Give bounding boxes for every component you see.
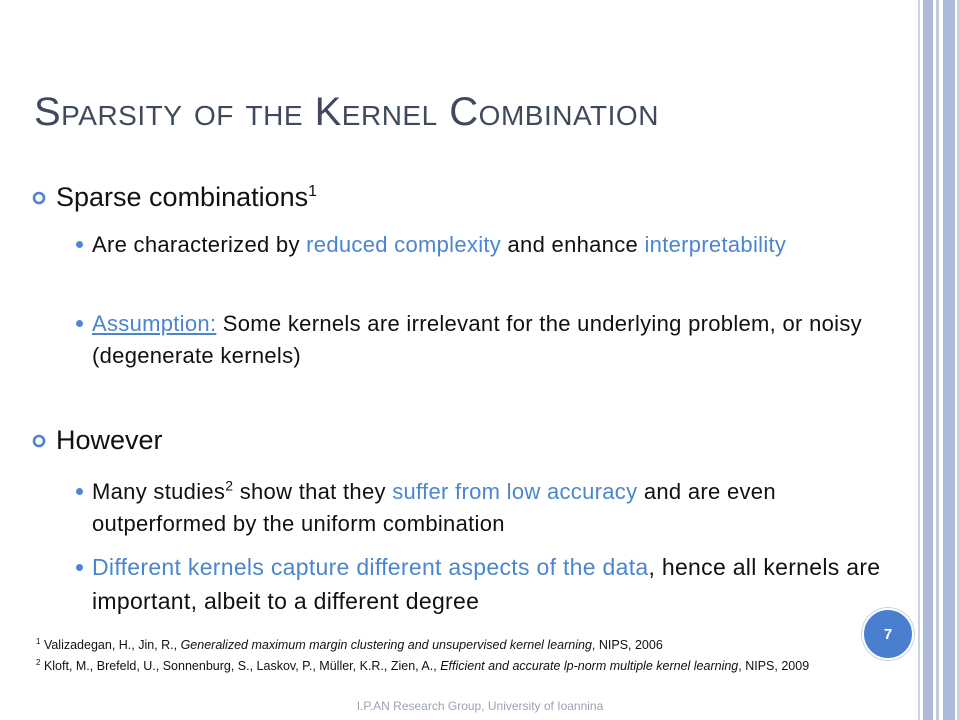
highlight-text: suffer from low accuracy <box>392 479 638 504</box>
footnote-number: 2 <box>36 658 41 668</box>
dot-bullet-icon <box>76 488 83 495</box>
dot-bullet-icon <box>76 320 83 327</box>
assumption-link[interactable]: Assumption: <box>92 311 217 336</box>
highlight-text: Different kernels capture different aspects of the data <box>92 554 649 580</box>
footnote-ref: 2 <box>225 477 234 494</box>
footnote-authors: Valizadegan, H., Jin, R., <box>43 638 181 653</box>
bullet-text: , hence all kernels are important, albeit to a different degree <box>92 554 881 614</box>
page-number-badge: 7 <box>862 608 914 660</box>
ring-bullet-icon <box>32 434 46 448</box>
footnote-title: Efficient and accurate lp-norm multiple kernel learning <box>440 659 739 674</box>
dot-bullet-icon <box>76 241 83 248</box>
slide-footer: I.P.AN Research Group, University of Ioannina <box>356 699 604 713</box>
bullet-text: Are characterized by <box>92 232 307 257</box>
footnote-venue: , NIPS, 2006 <box>591 638 663 653</box>
bullet-text: Many studies <box>92 479 226 504</box>
bullet-text: show that they <box>233 479 393 504</box>
footnote-ref: 1 <box>308 183 318 200</box>
bullet-text: and are even outperformed by the uniform combination <box>92 479 776 536</box>
footnote-venue: , NIPS, 2009 <box>738 659 810 674</box>
decorative-stripe <box>943 0 955 720</box>
bullet-text: and enhance <box>501 232 645 257</box>
dot-bullet-icon <box>76 564 83 571</box>
footnote-2 <box>36 654 856 675</box>
highlight-text: reduced complexity <box>306 232 502 257</box>
bullet-text: Some kernels are irrelevant for the underlying problem, or noisy (degenerate kernels) <box>92 311 862 368</box>
decorative-stripe <box>936 0 939 720</box>
ring-bullet-icon <box>32 191 46 205</box>
footnote-1 <box>36 633 856 654</box>
decorative-stripe <box>918 0 920 720</box>
footnote-number: 1 <box>36 637 41 646</box>
section-heading-text: Sparse combinations <box>56 182 309 212</box>
footnote-title: Generalized maximum margin clustering and unsupervised kernel learning <box>180 638 592 653</box>
decorative-stripe <box>923 0 933 720</box>
section-heading-text: However <box>56 425 163 455</box>
slide-title: Sparsity of the Kernel Combination <box>34 90 659 134</box>
footnotes <box>36 633 856 675</box>
highlight-text: interpretability <box>644 232 787 257</box>
footnote-authors: Kloft, M., Brefeld, U., Sonnenburg, S., Laskov, P., Müller, K.R., Zien, A., <box>43 659 441 674</box>
